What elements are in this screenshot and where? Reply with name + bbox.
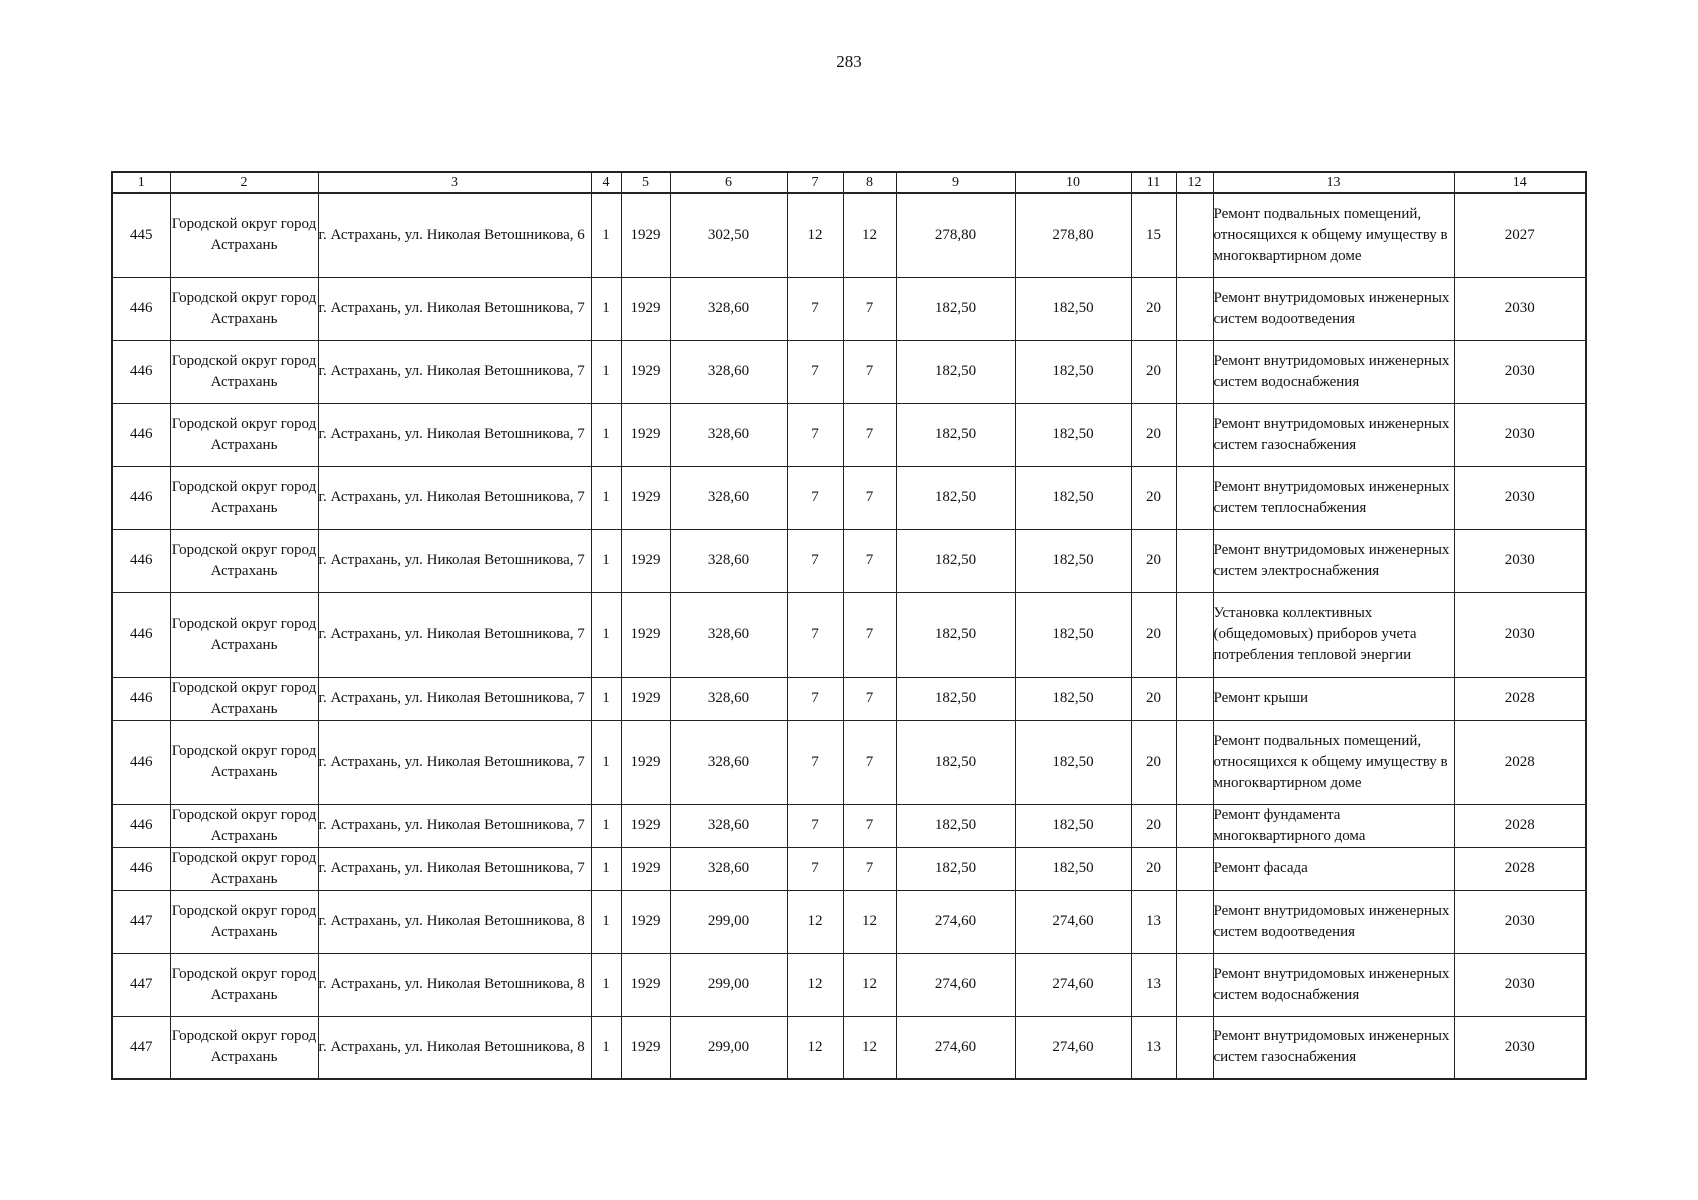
cell-row-number: 447 — [112, 1016, 170, 1079]
cell-col6: 328,60 — [670, 677, 787, 720]
cell-col9: 274,60 — [896, 890, 1015, 953]
cell-col10: 278,80 — [1015, 193, 1131, 277]
cell-work-type: Ремонт внутридомовых инженерных систем водоснабжения — [1213, 340, 1454, 403]
column-header: 2 — [170, 172, 318, 193]
cell-col9: 182,50 — [896, 720, 1015, 804]
cell-col6: 328,60 — [670, 466, 787, 529]
column-header: 11 — [1131, 172, 1176, 193]
cell-col7: 7 — [787, 529, 843, 592]
cell-municipality: Городской округ город Астрахань — [170, 720, 318, 804]
cell-col6: 328,60 — [670, 592, 787, 677]
table-row — [112, 340, 1586, 403]
cell-year: 1929 — [621, 677, 670, 720]
column-header: 3 — [318, 172, 591, 193]
cell-col6: 328,60 — [670, 720, 787, 804]
cell-col10: 182,50 — [1015, 277, 1131, 340]
cell-col9: 182,50 — [896, 592, 1015, 677]
page-number: 283 — [836, 52, 862, 71]
cell-plan-year: 2028 — [1454, 677, 1586, 720]
cell-row-number: 446 — [112, 403, 170, 466]
cell-year: 1929 — [621, 277, 670, 340]
cell-col8: 7 — [843, 403, 896, 466]
column-header: 12 — [1176, 172, 1213, 193]
column-header: 13 — [1213, 172, 1454, 193]
cell-col6: 328,60 — [670, 340, 787, 403]
cell-col7: 7 — [787, 804, 843, 847]
cell-col12 — [1176, 953, 1213, 1016]
cell-col6: 299,00 — [670, 1016, 787, 1079]
cell-address: г. Астрахань, ул. Николая Ветошникова, 8 — [318, 953, 591, 1016]
cell-row-number: 446 — [112, 529, 170, 592]
cell-col7: 7 — [787, 720, 843, 804]
table-row — [112, 403, 1586, 466]
cell-col11: 20 — [1131, 592, 1176, 677]
cell-col6: 328,60 — [670, 277, 787, 340]
cell-year: 1929 — [621, 720, 670, 804]
cell-work-type: Ремонт внутридомовых инженерных систем водоснабжения — [1213, 953, 1454, 1016]
column-header: 10 — [1015, 172, 1131, 193]
table-row — [112, 847, 1586, 890]
cell-col10: 274,60 — [1015, 890, 1131, 953]
cell-col8: 7 — [843, 466, 896, 529]
cell-municipality: Городской округ город Астрахань — [170, 953, 318, 1016]
cell-col10: 182,50 — [1015, 340, 1131, 403]
cell-col11: 13 — [1131, 1016, 1176, 1079]
cell-year: 1929 — [621, 529, 670, 592]
cell-col7: 12 — [787, 193, 843, 277]
cell-municipality: Городской округ город Астрахань — [170, 529, 318, 592]
cell-row-number: 446 — [112, 592, 170, 677]
table-row — [112, 466, 1586, 529]
cell-row-number: 445 — [112, 193, 170, 277]
table-row — [112, 277, 1586, 340]
cell-col6: 302,50 — [670, 193, 787, 277]
cell-col6: 328,60 — [670, 847, 787, 890]
register-table — [111, 171, 1587, 1080]
cell-col9: 182,50 — [896, 340, 1015, 403]
cell-col8: 7 — [843, 677, 896, 720]
cell-work-type: Ремонт внутридомовых инженерных систем теплоснабжения — [1213, 466, 1454, 529]
cell-col6: 328,60 — [670, 529, 787, 592]
cell-col12 — [1176, 529, 1213, 592]
cell-col11: 20 — [1131, 847, 1176, 890]
cell-col9: 182,50 — [896, 466, 1015, 529]
cell-municipality: Городской округ город Астрахань — [170, 677, 318, 720]
cell-col9: 182,50 — [896, 847, 1015, 890]
cell-work-type: Ремонт внутридомовых инженерных систем водоотведения — [1213, 890, 1454, 953]
cell-col7: 12 — [787, 953, 843, 1016]
cell-year: 1929 — [621, 193, 670, 277]
cell-col6: 328,60 — [670, 804, 787, 847]
cell-col12 — [1176, 592, 1213, 677]
cell-municipality: Городской округ город Астрахань — [170, 1016, 318, 1079]
table-row — [112, 804, 1586, 847]
cell-col10: 182,50 — [1015, 592, 1131, 677]
cell-col12 — [1176, 277, 1213, 340]
cell-col12 — [1176, 890, 1213, 953]
cell-row-number: 446 — [112, 277, 170, 340]
cell-col10: 182,50 — [1015, 677, 1131, 720]
cell-col4: 1 — [591, 720, 621, 804]
cell-col4: 1 — [591, 847, 621, 890]
cell-address: г. Астрахань, ул. Николая Ветошникова, 8 — [318, 890, 591, 953]
cell-plan-year: 2030 — [1454, 529, 1586, 592]
cell-work-type: Ремонт подвальных помещений, относящихся к общему имуществу в многоквартирном доме — [1213, 193, 1454, 277]
cell-year: 1929 — [621, 953, 670, 1016]
cell-municipality: Городской округ город Астрахань — [170, 890, 318, 953]
cell-work-type: Ремонт крыши — [1213, 677, 1454, 720]
cell-row-number: 446 — [112, 677, 170, 720]
cell-col12 — [1176, 193, 1213, 277]
cell-address: г. Астрахань, ул. Николая Ветошникова, 6 — [318, 193, 591, 277]
cell-col10: 182,50 — [1015, 529, 1131, 592]
column-header: 1 — [112, 172, 170, 193]
cell-col4: 1 — [591, 466, 621, 529]
cell-col8: 7 — [843, 847, 896, 890]
cell-work-type: Ремонт подвальных помещений, относящихся к общему имуществу в многоквартирном доме — [1213, 720, 1454, 804]
table-row — [112, 720, 1586, 804]
cell-col10: 182,50 — [1015, 720, 1131, 804]
cell-municipality: Городской округ город Астрахань — [170, 466, 318, 529]
cell-col4: 1 — [591, 677, 621, 720]
cell-col12 — [1176, 677, 1213, 720]
cell-col11: 13 — [1131, 890, 1176, 953]
cell-col4: 1 — [591, 953, 621, 1016]
cell-col9: 274,60 — [896, 1016, 1015, 1079]
cell-col8: 12 — [843, 1016, 896, 1079]
column-header: 7 — [787, 172, 843, 193]
cell-address: г. Астрахань, ул. Николая Ветошникова, 7 — [318, 466, 591, 529]
column-header: 6 — [670, 172, 787, 193]
cell-col9: 274,60 — [896, 953, 1015, 1016]
cell-work-type: Ремонт фасада — [1213, 847, 1454, 890]
cell-address: г. Астрахань, ул. Николая Ветошникова, 7 — [318, 720, 591, 804]
cell-address: г. Астрахань, ул. Николая Ветошникова, 7 — [318, 804, 591, 847]
cell-col11: 20 — [1131, 804, 1176, 847]
cell-col11: 20 — [1131, 277, 1176, 340]
cell-row-number: 447 — [112, 953, 170, 1016]
cell-plan-year: 2030 — [1454, 466, 1586, 529]
cell-municipality: Городской округ город Астрахань — [170, 340, 318, 403]
cell-col12 — [1176, 847, 1213, 890]
cell-col11: 13 — [1131, 953, 1176, 1016]
cell-col7: 7 — [787, 340, 843, 403]
column-header: 8 — [843, 172, 896, 193]
cell-address: г. Астрахань, ул. Николая Ветошникова, 7 — [318, 847, 591, 890]
cell-col10: 274,60 — [1015, 953, 1131, 1016]
cell-col11: 20 — [1131, 677, 1176, 720]
table-row — [112, 592, 1586, 677]
cell-col12 — [1176, 804, 1213, 847]
cell-work-type: Ремонт внутридомовых инженерных систем газоснабжения — [1213, 403, 1454, 466]
cell-year: 1929 — [621, 340, 670, 403]
cell-municipality: Городской округ город Астрахань — [170, 847, 318, 890]
cell-col10: 274,60 — [1015, 1016, 1131, 1079]
cell-col8: 7 — [843, 340, 896, 403]
cell-col12 — [1176, 340, 1213, 403]
cell-col10: 182,50 — [1015, 466, 1131, 529]
cell-col11: 20 — [1131, 403, 1176, 466]
cell-address: г. Астрахань, ул. Николая Ветошникова, 7 — [318, 277, 591, 340]
cell-col12 — [1176, 403, 1213, 466]
cell-col4: 1 — [591, 529, 621, 592]
cell-municipality: Городской округ город Астрахань — [170, 804, 318, 847]
cell-year: 1929 — [621, 592, 670, 677]
cell-col9: 182,50 — [896, 403, 1015, 466]
cell-col4: 1 — [591, 277, 621, 340]
cell-col4: 1 — [591, 193, 621, 277]
cell-plan-year: 2030 — [1454, 403, 1586, 466]
cell-col12 — [1176, 1016, 1213, 1079]
cell-plan-year: 2030 — [1454, 277, 1586, 340]
cell-year: 1929 — [621, 403, 670, 466]
cell-work-type: Ремонт внутридомовых инженерных систем электроснабжения — [1213, 529, 1454, 592]
cell-col8: 7 — [843, 529, 896, 592]
cell-year: 1929 — [621, 466, 670, 529]
column-number-row — [112, 172, 1586, 193]
cell-col7: 12 — [787, 1016, 843, 1079]
cell-col12 — [1176, 466, 1213, 529]
table-row — [112, 953, 1586, 1016]
cell-row-number: 446 — [112, 466, 170, 529]
cell-col11: 15 — [1131, 193, 1176, 277]
cell-col10: 182,50 — [1015, 804, 1131, 847]
cell-municipality: Городской округ город Астрахань — [170, 193, 318, 277]
table-row — [112, 529, 1586, 592]
cell-col8: 7 — [843, 277, 896, 340]
cell-col8: 12 — [843, 193, 896, 277]
table-row — [112, 890, 1586, 953]
cell-address: г. Астрахань, ул. Николая Ветошникова, 7 — [318, 592, 591, 677]
cell-col6: 299,00 — [670, 890, 787, 953]
cell-col8: 7 — [843, 592, 896, 677]
cell-row-number: 446 — [112, 804, 170, 847]
cell-col8: 12 — [843, 890, 896, 953]
cell-col7: 7 — [787, 847, 843, 890]
cell-col9: 182,50 — [896, 804, 1015, 847]
cell-col8: 7 — [843, 804, 896, 847]
cell-plan-year: 2028 — [1454, 804, 1586, 847]
cell-plan-year: 2027 — [1454, 193, 1586, 277]
cell-municipality: Городской округ город Астрахань — [170, 403, 318, 466]
cell-col4: 1 — [591, 890, 621, 953]
cell-col11: 20 — [1131, 466, 1176, 529]
cell-col4: 1 — [591, 804, 621, 847]
cell-plan-year: 2030 — [1454, 1016, 1586, 1079]
cell-row-number: 447 — [112, 890, 170, 953]
cell-col11: 20 — [1131, 340, 1176, 403]
cell-col9: 182,50 — [896, 677, 1015, 720]
cell-col4: 1 — [591, 340, 621, 403]
table-row — [112, 677, 1586, 720]
cell-plan-year: 2030 — [1454, 340, 1586, 403]
cell-plan-year: 2028 — [1454, 720, 1586, 804]
cell-col9: 278,80 — [896, 193, 1015, 277]
cell-col7: 7 — [787, 677, 843, 720]
cell-year: 1929 — [621, 890, 670, 953]
column-header: 14 — [1454, 172, 1586, 193]
cell-year: 1929 — [621, 1016, 670, 1079]
cell-address: г. Астрахань, ул. Николая Ветошникова, 7 — [318, 403, 591, 466]
cell-work-type: Установка коллективных (общедомовых) приборов учета потребления тепловой энергии — [1213, 592, 1454, 677]
cell-work-type: Ремонт внутридомовых инженерных систем газоснабжения — [1213, 1016, 1454, 1079]
cell-col7: 7 — [787, 592, 843, 677]
cell-col7: 7 — [787, 277, 843, 340]
cell-col11: 20 — [1131, 720, 1176, 804]
column-header: 9 — [896, 172, 1015, 193]
cell-municipality: Городской округ город Астрахань — [170, 592, 318, 677]
column-header: 4 — [591, 172, 621, 193]
table-row — [112, 1016, 1586, 1079]
cell-col11: 20 — [1131, 529, 1176, 592]
cell-col10: 182,50 — [1015, 847, 1131, 890]
cell-work-type: Ремонт внутридомовых инженерных систем водоотведения — [1213, 277, 1454, 340]
cell-col8: 12 — [843, 953, 896, 1016]
cell-address: г. Астрахань, ул. Николая Ветошникова, 7 — [318, 529, 591, 592]
cell-address: г. Астрахань, ул. Николая Ветошникова, 7 — [318, 677, 591, 720]
cell-col9: 182,50 — [896, 529, 1015, 592]
cell-plan-year: 2030 — [1454, 890, 1586, 953]
cell-row-number: 446 — [112, 847, 170, 890]
cell-year: 1929 — [621, 847, 670, 890]
cell-col4: 1 — [591, 403, 621, 466]
cell-row-number: 446 — [112, 720, 170, 804]
cell-plan-year: 2030 — [1454, 953, 1586, 1016]
cell-address: г. Астрахань, ул. Николая Ветошникова, 7 — [318, 340, 591, 403]
cell-municipality: Городской округ город Астрахань — [170, 277, 318, 340]
cell-col10: 182,50 — [1015, 403, 1131, 466]
cell-col7: 7 — [787, 403, 843, 466]
cell-col9: 182,50 — [896, 277, 1015, 340]
cell-col4: 1 — [591, 1016, 621, 1079]
table-row — [112, 193, 1586, 277]
cell-col4: 1 — [591, 592, 621, 677]
cell-address: г. Астрахань, ул. Николая Ветошникова, 8 — [318, 1016, 591, 1079]
cell-col6: 328,60 — [670, 403, 787, 466]
cell-year: 1929 — [621, 804, 670, 847]
cell-col6: 299,00 — [670, 953, 787, 1016]
cell-plan-year: 2028 — [1454, 847, 1586, 890]
cell-col12 — [1176, 720, 1213, 804]
column-header: 5 — [621, 172, 670, 193]
cell-work-type: Ремонт фундамента многоквартирного дома — [1213, 804, 1454, 847]
cell-col7: 7 — [787, 466, 843, 529]
cell-col7: 12 — [787, 890, 843, 953]
cell-row-number: 446 — [112, 340, 170, 403]
cell-plan-year: 2030 — [1454, 592, 1586, 677]
cell-col8: 7 — [843, 720, 896, 804]
